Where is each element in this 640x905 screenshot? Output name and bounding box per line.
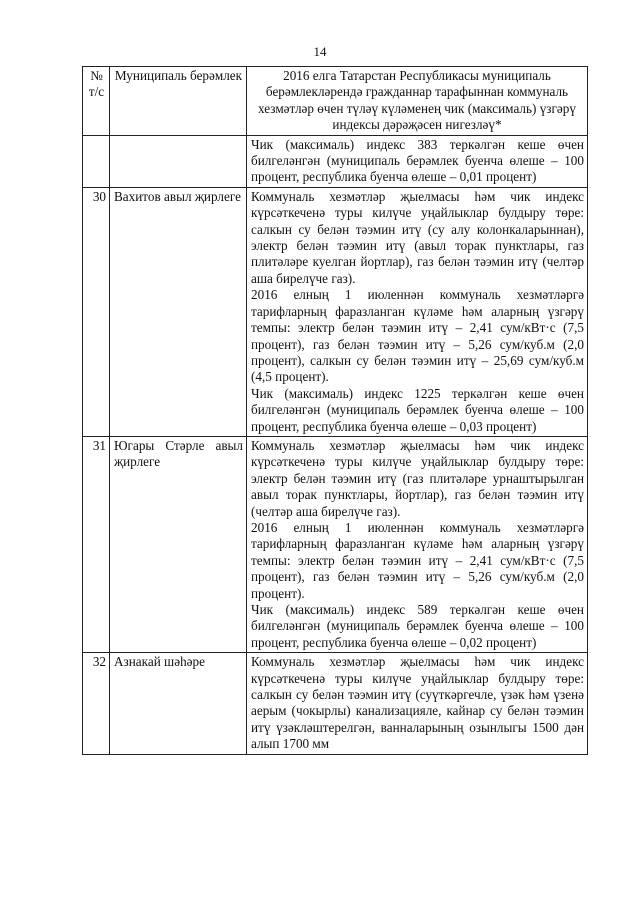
row-number: 30 <box>83 187 110 436</box>
description-paragraph: Коммуналь хезмәтләр җыелмасы һәм чик индекс күрсәткеченә туры килүче уңайлыклар булдыру төре: электр белән тәэмин итү (газ плитәләре урнаштырылган авыл торак пунктлары, йортлар), газ белән тәэмин итү (челтәр аша бирелүче газ). <box>251 437 584 519</box>
header-description: 2016 елга Татарстан Республикасы муниципаль берәмлекләрендә гражданнар тарафыннан коммуналь хезмәтләр өчен түләү күләменең чик (максималь) үзгәрү индексы дәрәҗәсен нигезләү* <box>247 67 588 136</box>
description-paragraph: Чик (максималь) индекс 1225 теркәлгән кеше өчен билгеләнгән (муниципаль берәмлек буенча өлеше – 100 процент, республика буенча өлеше – 0,03 процент) <box>251 385 584 434</box>
description-paragraph: Коммуналь хезмәтләр җыелмасы һәм чик индекс күрсәткеченә туры килүче уңайлыклар булдыру төре: салкын су белән тәэмин итү (суүткәргечле, үзәк һәм үзенә аерым (чокырлы) канализацияле, кайнар су белән тәэмин итү үзәкләштерелгән, ванналарының озынлыгы 1500 дән алып 1700 мм <box>251 654 584 752</box>
row-description-cell <box>247 135 588 187</box>
description-paragraph: 2016 елның 1 июленнән коммуналь хезмәтләргә тарифларның фаразланган күләме һәм аларның үзгәрү темпы: электр белән тәэмин итү – 2,41 сум/кВт·с (7,5 процент), газ белән тәэмин итү – 5,26 сум/куб.м (2,0 процент), салкын су белән тәэмин итү – 25,69 сум/куб.м (4,5 процент). <box>251 287 584 385</box>
row-description-cell <box>247 653 588 754</box>
row-number: 31 <box>83 436 110 652</box>
table-header-row <box>83 67 588 136</box>
description-paragraph: Чик (максималь) индекс 383 теркәлгән кеше өчен билгеләнгән (муниципаль берәмлек буенча өлеше – 100 процент, республика буенча өлеше – 0,01 процент) <box>251 136 584 185</box>
row-number-cell <box>83 135 110 187</box>
row-description-cell <box>247 187 588 436</box>
page-number: 14 <box>313 44 327 59</box>
table-row <box>83 187 588 436</box>
row-municipality-name: Вахитов авыл җирлеге <box>110 187 247 436</box>
tariff-table <box>82 66 588 755</box>
table-row <box>83 436 588 652</box>
row-municipality-name: Югары Стәрле авыл җирлеге <box>110 436 247 652</box>
header-number: № т/с <box>83 67 110 136</box>
row-number: 32 <box>83 653 110 754</box>
row-name-cell <box>110 135 247 187</box>
description-paragraph: Коммуналь хезмәтләр җыелмасы һәм чик индекс күрсәткеченә туры килүче уңайлыклар булдыру төре: салкын су белән тәэмин итү (су алу колонкаларыннан), электр белән тәэмин итү (авыл торак пунктлары, газ плитәләре куелган йортлар), газ белән тәэмин итү (челтәр аша бирелүче газ). <box>251 188 584 286</box>
row-municipality-name: Азнакай шәһәре <box>110 653 247 754</box>
row-description-cell <box>247 436 588 652</box>
description-paragraph: Чик (максималь) индекс 589 теркәлгән кеше өчен билгеләнгән (муниципаль берәмлек буенча өлеше – 100 процент, республика буенча өлеше – 0,02 процент) <box>251 602 584 650</box>
header-municipality: Муниципаль берәмлек <box>110 67 247 136</box>
table-row-continuation <box>83 135 588 187</box>
description-paragraph: 2016 елның 1 июленнән коммуналь хезмәтләргә тарифларның фаразланган күләме һәм аларның үзгәрү темпы: электр белән тәэмин итү – 2,41 сум/кВт·с (7,5 процент), газ белән тәэмин итү – 5,26 сум/куб.м (2,0 процент). <box>251 519 584 601</box>
table-row <box>83 653 588 754</box>
